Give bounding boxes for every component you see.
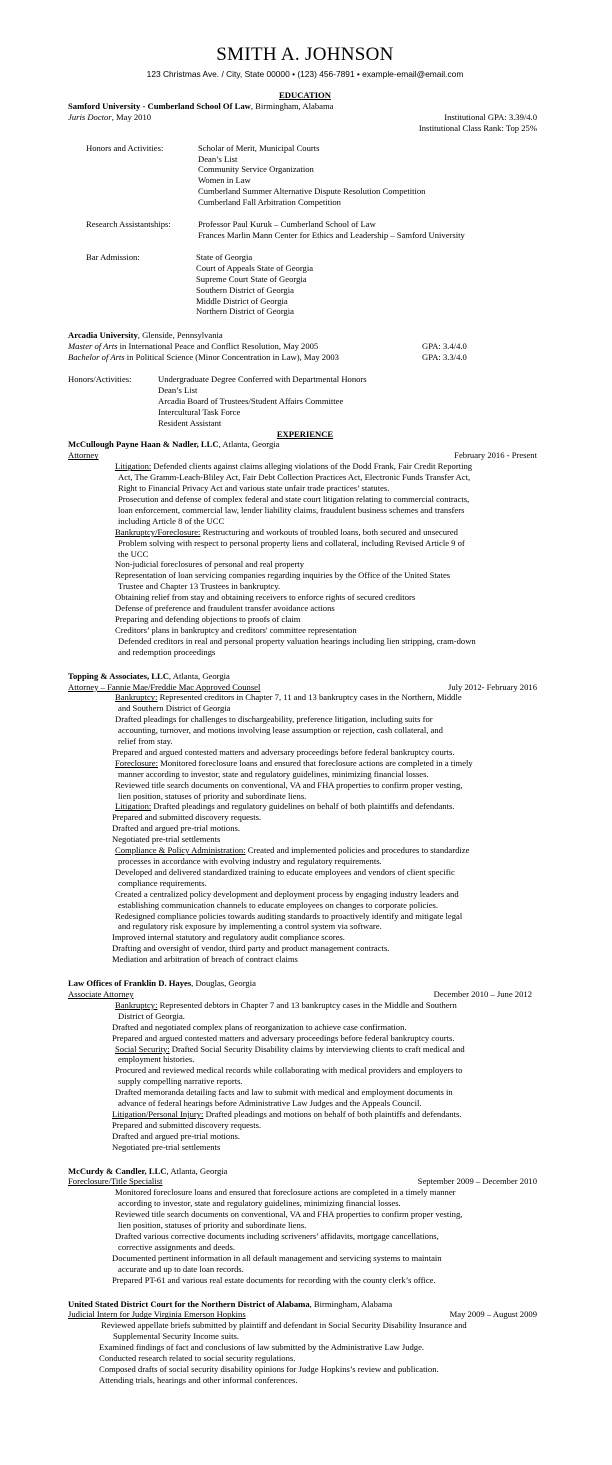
duty-line [115, 692, 542, 703]
duty-text: accurate and up to date loan records. [118, 1263, 244, 1274]
duty-line [115, 527, 542, 538]
duty-line [118, 1054, 542, 1065]
duty-text: and Southern District of Georgia [118, 703, 231, 714]
duty-line [118, 921, 542, 932]
job-dates: September 2009 – December 2010 [417, 1176, 537, 1187]
samford-degree: Juris Doctor [68, 111, 112, 122]
duty-line [118, 1011, 542, 1022]
duty-line [115, 461, 542, 472]
duty-line [112, 1109, 542, 1120]
duty-text: Negotiated pre-trial settlements [112, 834, 221, 845]
list-item: Southern District of Georgia [196, 284, 294, 295]
list-item: Cumberland Fall Arbitration Competition [198, 197, 341, 208]
duty-line [99, 1364, 542, 1375]
arcadia-honors [68, 374, 542, 429]
duty-line [115, 714, 542, 725]
samford-research [86, 219, 542, 241]
samford-location: , Birmingham, Alabama [250, 100, 334, 111]
duty-text: and redemption proceedings [118, 646, 216, 657]
samford-honors-label: Honors and Activities: [86, 142, 164, 153]
duty-text: Prepared and argued contested matters and adversary proceedings before federal bankruptcy courts. [112, 1032, 455, 1043]
list-item: Scholar of Merit, Municipal Courts [198, 142, 320, 153]
duty-line [118, 791, 542, 802]
duty-line [115, 592, 542, 603]
duty-text: Defended clients against claims alleging violations of the Dodd Frank, Fair Credit Reporting [151, 461, 473, 472]
duty-text: Examined findings of fact and conclusions of law submitted by the Administrative Law Judge. [99, 1342, 425, 1353]
duty-line [99, 1375, 542, 1386]
duty-text: Prepared and submitted discovery requests. [112, 1119, 262, 1130]
duty-line [118, 856, 542, 867]
duty-text: according to investor, state and regulatory guidelines, minimizing financial losses. [118, 1198, 401, 1209]
samford-rank: Institutional Class Rank: Top 25% [418, 122, 537, 133]
duty-line [115, 1065, 542, 1076]
duty-line [118, 1264, 542, 1275]
duty-line [118, 1198, 542, 1209]
job-firm: Topping & Associates, LLC [68, 670, 169, 681]
list-item: State of Georgia [196, 251, 253, 262]
duty-line [118, 703, 542, 714]
duty-text: Problem solving with respect to personal property liens and collateral, including Revised Article 9 of [118, 537, 465, 548]
duty-line [118, 1242, 542, 1253]
list-item: Dean’s List [198, 153, 238, 164]
duty-text: Documented pertinent information in all default management and servicing systems to maintain [112, 1252, 442, 1263]
duty-category: Foreclosure: [115, 757, 158, 768]
duty-line [99, 1353, 542, 1364]
duty-line [118, 516, 542, 527]
duty-line [115, 911, 542, 922]
duty-line [115, 570, 542, 581]
duty-text: Trustee and Chapter 13 Trustees in bankruptcy. [118, 581, 281, 592]
duty-text: lien position, statuses of priority and subordinate liens. [118, 790, 307, 801]
arcadia-degree-ba: Bachelor of Arts [68, 352, 125, 363]
list-item: Professor Paul Kuruk – Cumberland School of Law [198, 219, 376, 230]
duty-line [99, 1342, 542, 1353]
job-firm: McCullough Payne Haan & Nadler, LLC [68, 439, 219, 450]
duty-text: accounting, turnover, and motions involving lease assumption or rejection, cash collateral, and [118, 725, 443, 736]
job-location: , Atlanta, Georgia [168, 670, 230, 681]
duty-text: Act, The Gramm-Leach-Bliley Act, Fair Debt Collection Practices Act, Electronic Funds Transfer Act, [118, 472, 471, 483]
job-dates: July 2012- February 2016 [447, 681, 537, 692]
duty-text: Restructuring and workouts of troubled loans, both secured and unsecured [200, 526, 458, 537]
list-item: Resident Assistant [158, 417, 222, 428]
duty-text: Procured and reviewed medical records while collaborating with medical providers and employers to [115, 1065, 463, 1076]
duty-line [112, 1022, 542, 1033]
samford-bar [86, 252, 542, 317]
duty-line [118, 494, 542, 505]
duty-line [118, 483, 542, 494]
duty-category: Litigation: [115, 461, 152, 472]
samford-degree-date: , May 2010 [111, 111, 152, 122]
education-heading: EDUCATION [279, 90, 331, 100]
list-item: Supreme Court State of Georgia [196, 273, 307, 284]
list-item: Northern District of Georgia [196, 306, 294, 317]
list-item: Community Service Organization [198, 164, 314, 175]
duty-text: Represented debtors in Chapter 7 and 13 bankruptcy cases in the Middle and Southern [157, 999, 457, 1010]
arcadia-school: Arcadia University [68, 330, 138, 341]
samford-school: Samford University - Cumberland School Of Law [68, 100, 251, 111]
duty-text: Drafting and oversight of vendor, third party and product management contracts. [112, 943, 390, 954]
duty-text: Negotiated pre-trial settlements [112, 1141, 221, 1152]
duty-line [118, 736, 542, 747]
duty-text: advance of federal hearings before Administrative Law Judges and the Appeals Council. [118, 1098, 422, 1109]
duty-line [112, 1142, 542, 1153]
list-item: Dean’s List [158, 384, 198, 395]
duty-line [118, 769, 542, 780]
duty-line [118, 725, 542, 736]
duty-line [118, 505, 542, 516]
job-role: Judicial Intern for Judge Virginia Emerson Hopkins [68, 1309, 246, 1320]
arcadia-gpa-ba: GPA: 3.3/4.0 [422, 352, 467, 363]
duty-text: Improved internal statutory and regulatory audit compliance scores. [112, 932, 345, 943]
duty-line [118, 1076, 542, 1087]
duty-line [118, 581, 542, 592]
duty-line [115, 780, 542, 791]
duty-text: Defended creditors in real and personal property valuation hearings including lien stripping, cram-down [118, 635, 476, 646]
duty-text: Prepared and argued contested matters and adversary proceedings before federal bankruptcy courts. [112, 746, 455, 757]
job-court [68, 1299, 542, 1386]
samford-honors-list [198, 143, 425, 208]
job-dates: February 2016 - Present [454, 450, 537, 461]
duty-text: Prepared and submitted discovery requests. [112, 812, 262, 823]
samford-honors [86, 143, 542, 208]
duty-text: Conducted research related to social security regulations. [99, 1353, 296, 1364]
duty-text: relief from stay. [118, 736, 173, 747]
duty-line [115, 845, 542, 856]
list-item: Frances Marlin Mann Center for Ethics and Leadership – Samford University [198, 229, 465, 240]
duty-text: Supplemental Security Income suits. [113, 1331, 240, 1342]
duty-category: Bankruptcy/Foreclosure: [115, 526, 201, 537]
duty-line [112, 943, 542, 954]
duty-text: Created a centralized policy development and deployment process by engaging industry leaders and [115, 888, 459, 899]
duty-category: Litigation/Personal Injury: [112, 1108, 204, 1119]
arcadia-degree-ma: Master of Arts [68, 341, 118, 352]
duty-line [118, 878, 542, 889]
duty-text: Monitored foreclosure loans and ensured that foreclosure actions are completed in a timely [157, 757, 473, 768]
duty-line [115, 889, 542, 900]
duty-text: Reviewed appellate briefs submitted by plaintiff and defendant in Social Security Disability Insurance and [101, 1320, 467, 1331]
duty-line [115, 614, 542, 625]
duty-text: lien position, statuses of priority and subordinate liens. [118, 1220, 307, 1231]
duty-line [112, 1131, 542, 1142]
duty-line [115, 559, 542, 570]
duty-text: Drafted pleadings and regulatory guidelines on behalf of both plaintiffs and defendants. [151, 801, 455, 812]
list-item: Middle District of Georgia [196, 295, 288, 306]
samford-research-list [198, 219, 465, 241]
duty-text: Drafted pleadings for challenges to dischargeability, preference litigation, including suits for [115, 714, 433, 725]
list-item: Intercultural Task Force [158, 406, 241, 417]
job-duties [68, 461, 542, 657]
duty-text: Drafted various corrective documents including scriveners’ affidavits, mortgage cancellations, [115, 1231, 439, 1241]
duty-line [112, 1120, 542, 1131]
duty-line [118, 549, 542, 560]
duty-line [112, 1275, 542, 1286]
duty-text: Developed and delivered standardized training to educate employees and vendors of client specific [115, 866, 455, 877]
job-location: , Birmingham, Alabama [309, 1298, 393, 1309]
job-mccurdy [68, 1166, 542, 1286]
duty-category: Bankruptcy: [115, 692, 158, 703]
candidate-name: SMITH A. JOHNSON [216, 44, 394, 65]
duty-line [115, 1000, 542, 1011]
job-role: Foreclosure/Title Specialist [68, 1176, 163, 1187]
experience-heading: EXPERIENCE [276, 428, 334, 439]
samford-entry [68, 101, 542, 317]
arcadia-honors-list [158, 374, 367, 429]
job-role: Attorney [68, 450, 99, 461]
duty-text: Prepared PT-61 and various real estate documents for recording with the county clerk’s office. [112, 1274, 436, 1285]
duty-text: manner according to investor, state and regulatory guidelines, minimizing financial losses. [118, 768, 429, 779]
list-item: Arcadia Board of Trustees/Student Affairs Committee [158, 395, 344, 406]
list-item: Women in Law [198, 175, 251, 186]
duty-text: Drafted and argued pre-trial motions. [112, 1130, 240, 1141]
arcadia-gpa-ma: GPA: 3.4/4.0 [422, 341, 467, 352]
list-item: Cumberland Summer Alternative Dispute Resolution Competition [198, 186, 426, 197]
duty-text: establishing communication channels to educate employees on changes to corporate policies. [118, 899, 439, 910]
duty-line [115, 1231, 542, 1242]
duty-text: Representation of loan servicing companies regarding inquiries by the Office of the United States [115, 570, 451, 581]
job-dates: May 2009 – August 2009 [449, 1309, 537, 1320]
samford-gpa: Institutional GPA: 3.39/4.0 [444, 111, 537, 122]
duty-line [115, 1187, 542, 1198]
duty-text: and regulatory risk exposure by implementing a control system via software. [118, 921, 382, 932]
duty-text: Represented creditors in Chapter 7, 11 and 13 bankruptcy cases in the Northern, Middle [157, 692, 462, 703]
duty-text: Prosecution and defense of complex federal and state court litigation relating to commercial contracts, [118, 494, 470, 504]
list-item: Undergraduate Degree Conferred with Departmental Honors [158, 374, 367, 385]
duty-text: Drafted Social Security Disability claims by interviewing clients to craft medical and [169, 1043, 465, 1054]
duty-text: Drafted memoranda detailing facts and law to submit with medical and employment documents in [115, 1087, 453, 1098]
job-location: , Atlanta, Georgia [218, 439, 280, 450]
job-role: Associate Attorney [68, 988, 134, 999]
duty-line [115, 603, 542, 614]
arcadia-honors-label: Honors/Activities: [68, 374, 132, 385]
duty-text: Creditors’ plans in bankruptcy and creditors' committee representation [115, 624, 357, 635]
job-location: , Atlanta, Georgia [166, 1165, 228, 1176]
duty-line [112, 812, 542, 823]
arcadia-degree-ba-detail: in Political Science (Minor Concentration in Law), May 2003 [124, 352, 339, 363]
duty-text: Reviewed title search documents on conventional, VA and FHA properties to confirm proper vesting, [115, 779, 463, 790]
job-duties [68, 1000, 542, 1153]
job-location: , Douglas, Georgia [191, 978, 256, 989]
duty-line [118, 1220, 542, 1231]
duty-text: Composed drafts of social security disability opinions for Judge Hopkins’s review and publication. [99, 1363, 439, 1374]
duty-line [113, 1331, 542, 1342]
job-duties [68, 1187, 542, 1285]
duty-line [115, 1044, 542, 1055]
duty-text: the UCC [118, 548, 149, 559]
duty-text: processes in accordance with evolving industry and regulatory requirements. [118, 856, 382, 866]
duty-text: Attending trials, hearings and other informal conferences. [99, 1374, 298, 1385]
duty-text: Drafted and negotiated complex plans of reorganization to achieve case confirmation. [112, 1021, 407, 1032]
duty-text: Drafted pleadings and motions on behalf of both plaintiffs and defendants. [203, 1108, 462, 1119]
duty-line [118, 636, 542, 647]
duty-text: Redesigned compliance policies towards auditing standards to proactively identify and mitigate legal [115, 910, 463, 921]
duty-text: Mediation and arbitration of breach of contract claims [112, 954, 298, 965]
job-dates: December 2010 – June 2012 [433, 988, 532, 999]
arcadia-degree-ma-detail: in International Peace and Conflict Resolution, May 2005 [117, 341, 319, 352]
job-mccullough [68, 439, 542, 657]
duty-line [115, 867, 542, 878]
duty-line [115, 1087, 542, 1098]
duty-text: Drafted and argued pre-trial motions. [112, 823, 240, 834]
job-duties [68, 692, 542, 965]
job-hayes [68, 978, 542, 1153]
duty-text: loan enforcement, commercial law, lender liability claims, fraudulent business schemes and transfers [118, 504, 465, 515]
duty-line [118, 900, 542, 911]
duty-category: Social Security: [115, 1043, 170, 1054]
duty-text: including Article 8 of the UCC [118, 515, 225, 526]
duty-text: Preparing and defending objections to proofs of claim [115, 613, 301, 624]
job-firm: McCurdy & Candler, LLC [68, 1165, 167, 1176]
duty-line [115, 758, 542, 769]
job-duties [68, 1320, 542, 1385]
duty-text: Defense of preference and fraudulent transfer avoidance actions [115, 603, 335, 614]
job-topping [68, 671, 542, 965]
duty-line [112, 1253, 542, 1264]
duty-text: Monitored foreclosure loans and ensured that foreclosure actions are completed in a timely manner [115, 1187, 456, 1198]
duty-line [112, 954, 542, 965]
samford-bar-label: Bar Admission: [86, 251, 140, 262]
duty-text: supply compelling narrative reports. [118, 1076, 243, 1087]
duty-line [112, 834, 542, 845]
duty-text: Reviewed title search documents on conventional, VA and FHA properties to confirm proper vesting, [115, 1209, 463, 1220]
duty-line [118, 472, 542, 483]
duty-text: corrective assignments and deeds. [118, 1241, 235, 1252]
samford-bar-list [196, 252, 313, 317]
job-role: Attorney – Fannie Mae/Freddie Mac Approved Counsel [68, 681, 261, 692]
duty-category: Litigation: [115, 801, 152, 812]
job-firm: Law Offices of Franklin D. Hayes [68, 978, 192, 989]
duty-line [112, 747, 542, 758]
duty-text: Created and implemented policies and procedures to standardize [245, 845, 470, 856]
duty-text: Non-judicial foreclosures of personal and real property [115, 559, 304, 570]
duty-line [118, 1098, 542, 1109]
duty-category: Compliance & Policy Administration: [115, 845, 246, 856]
samford-research-label: Research Assistantships: [86, 219, 171, 230]
duty-line [112, 823, 542, 834]
duty-text: employment histories. [118, 1054, 195, 1065]
duty-line [101, 1320, 542, 1331]
duty-category: Bankruptcy: [115, 999, 158, 1010]
arcadia-entry [68, 330, 542, 428]
duty-line [118, 538, 542, 549]
duty-text: Right to Financial Privacy Act and various state unfair trade practices’ statutes. [118, 483, 390, 494]
contact-line: 123 Christmas Ave. / City, State 00000 • (123) 456-7891 • example-email@email.com [146, 69, 464, 79]
duty-line [115, 1209, 542, 1220]
arcadia-location: , Glenside, Pennsylvania [137, 330, 223, 341]
duty-line [115, 801, 542, 812]
duty-text: compliance requirements. [118, 877, 207, 888]
job-firm: United Stated District Court for the Northern District of Alabama [68, 1298, 310, 1309]
duty-line [115, 625, 542, 636]
duty-line [118, 647, 542, 658]
duty-line [112, 932, 542, 943]
duty-line [112, 1033, 542, 1044]
duty-text: Obtaining relief from stay and obtaining receivers to enforce rights of secured creditors [115, 592, 416, 603]
list-item: Court of Appeals State of Georgia [196, 262, 314, 273]
duty-text: District of Georgia. [118, 1010, 185, 1021]
